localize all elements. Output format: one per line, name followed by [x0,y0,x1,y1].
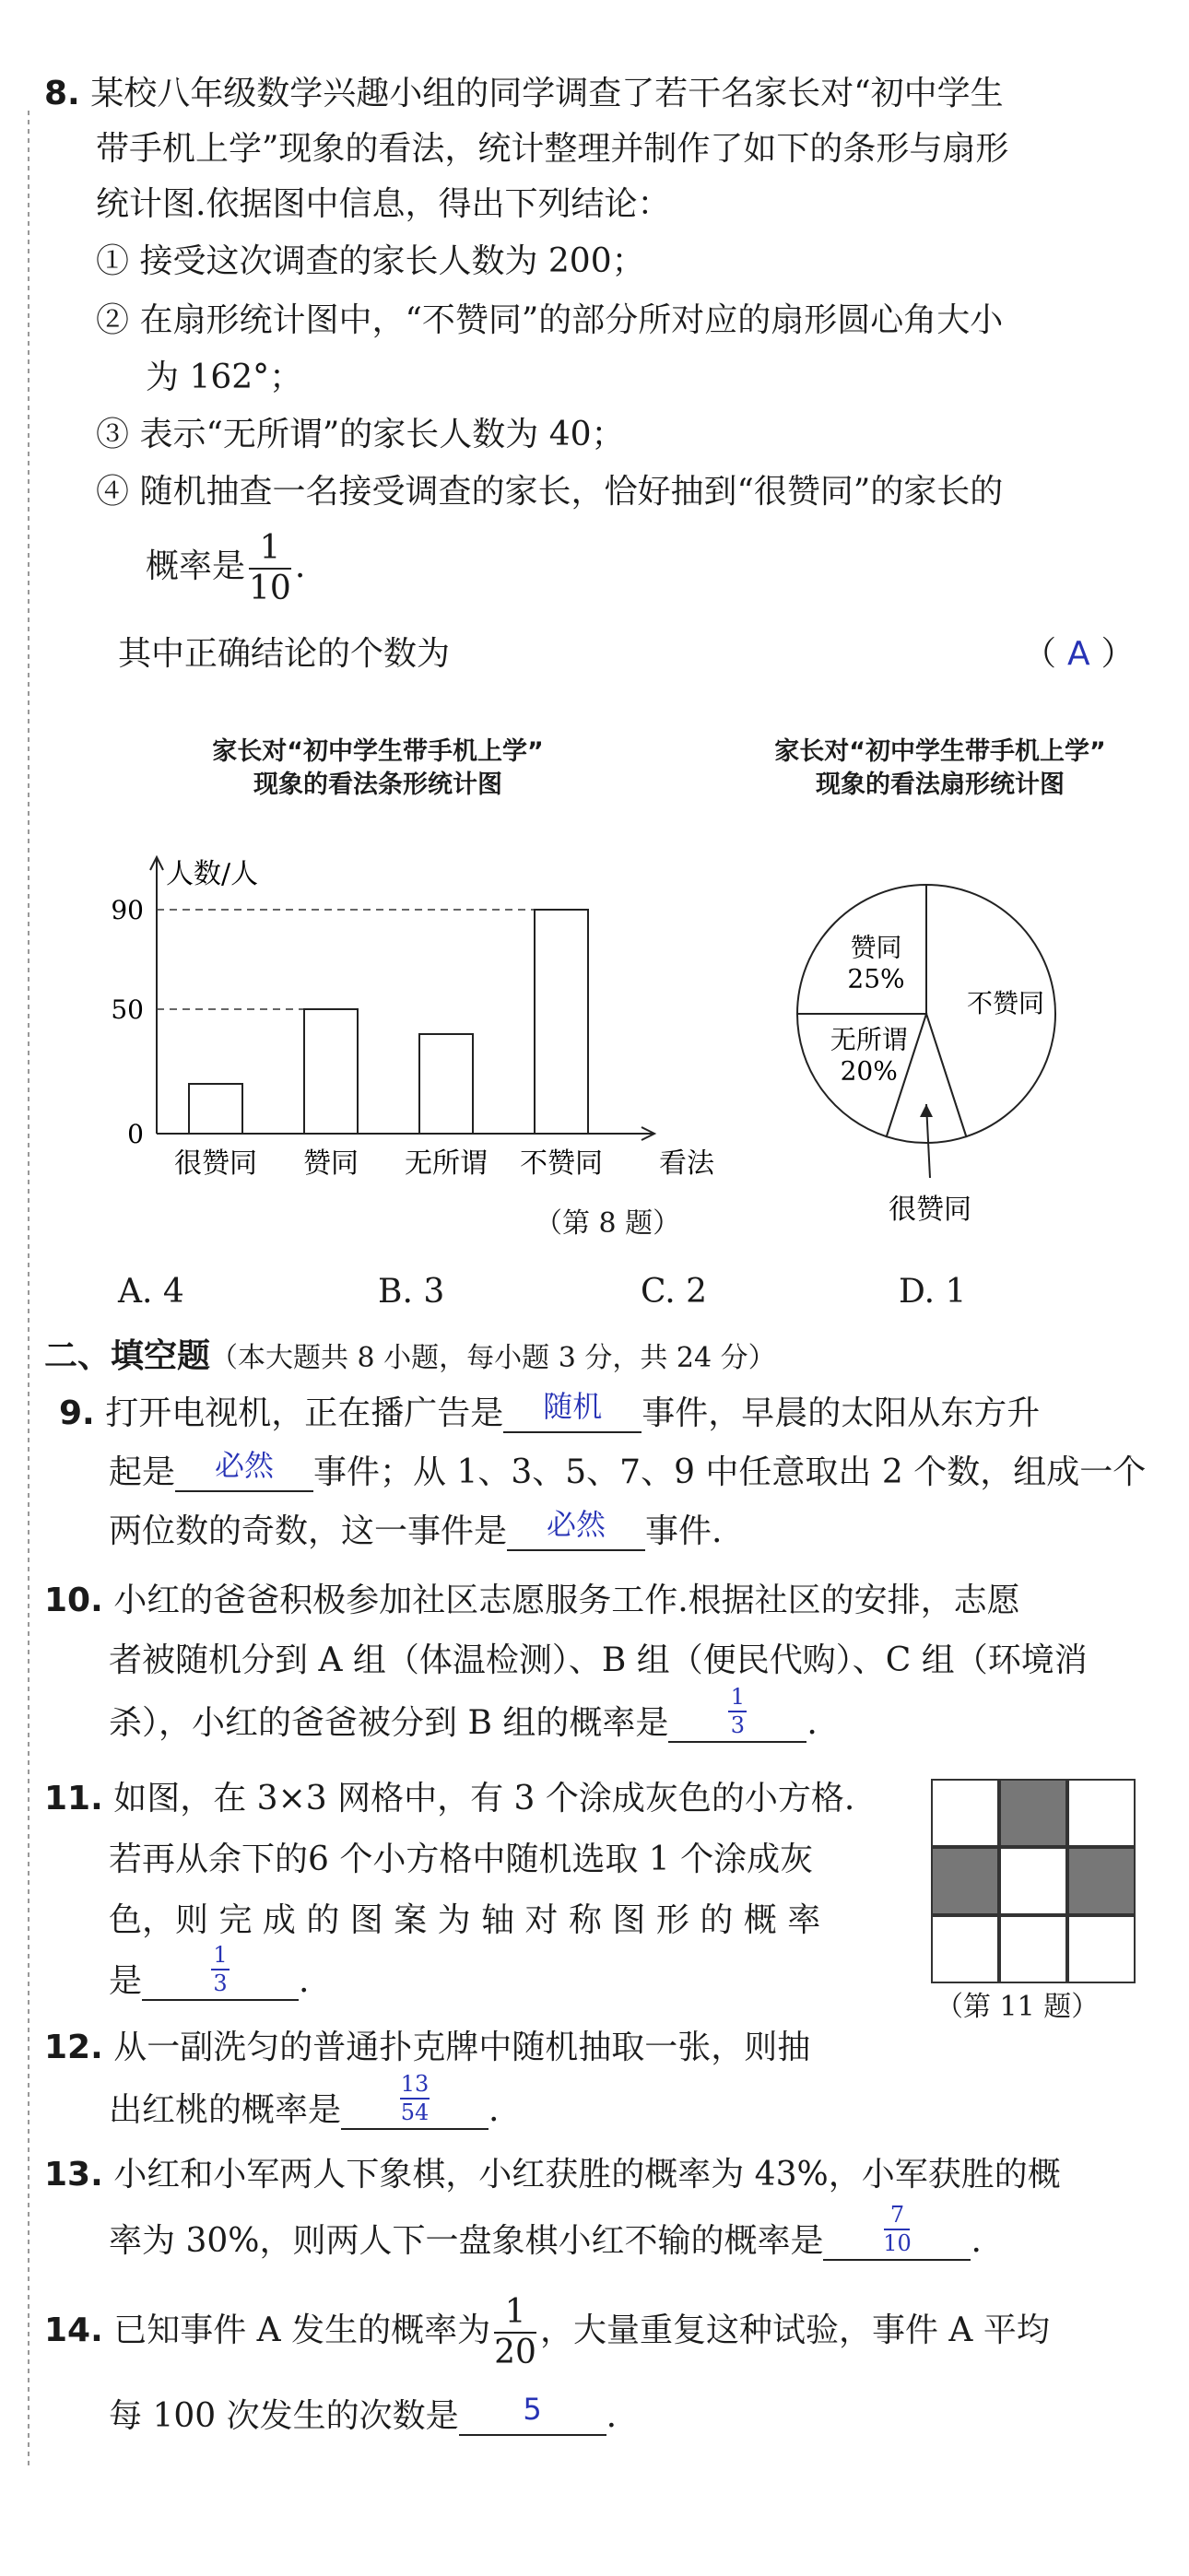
q8-answer: A [1067,635,1090,673]
grid-cell-2-3 [1067,1847,1136,1915]
q13-answer-den: 10 [883,2230,912,2257]
q11-text-4a: 是 [109,1962,143,2000]
q8-text-1: 某校八年级数学兴趣小组的同学调查了若干名家长对“初中学生 [90,75,1004,112]
q8-conclusion-1: ① 接受这次调查的家长人数为 200； [96,242,645,280]
pie-label-0: 赞同 [850,932,902,963]
q10-text-1: 小红的爸爸积极参加社区志愿服务工作.根据社区的安排，志愿 [113,1582,1020,1619]
q13-line-1 [44,2155,1061,2194]
q14-frac-den: 20 [494,2333,536,2371]
q9-answer-1: 随机 [543,1389,603,1425]
bar-1 [304,1009,358,1134]
q11-caption: （第 11 题） [936,1991,1100,2023]
q13-text-1: 小红和小军两人下象棋，小红获胜的概率为 43%，小军获胜的概 [113,2156,1061,2194]
pie-chart-title-2: 现象的看法扇形统计图 [816,770,1065,800]
q9-number: 9. [59,1394,95,1432]
q13-answer [827,2204,967,2255]
q14-frac-num: 1 [504,2293,526,2331]
q13-number: 13. [44,2156,103,2194]
bar-category-2: 无所谓 [405,1147,488,1180]
bar-chart [55,829,719,1198]
pie-label-3: 无所谓 [830,1024,908,1055]
bar-y-tick-2: 90 [111,895,144,925]
grid-cell-1-1 [931,1779,999,1847]
grid-cell-1-2 [999,1779,1067,1847]
bar-y-label: 人数/人 [166,858,259,890]
q9-line-1 [59,1389,1041,1433]
bar-category-3: 不赞同 [520,1147,603,1180]
q11-line-4 [109,1942,310,2001]
q14-answer: 5 [523,2392,542,2428]
q9-blank-1 [503,1389,642,1433]
q8-conclusion-4: ④ 随机抽查一名接受调查的家长，恰好抽到“很赞同”的家长的 [96,473,1004,511]
q8-conclusion-2: ② 在扇形统计图中，“不赞同”的部分所对应的扇形圆心角大小 [96,301,1004,339]
q12-text-1: 从一副洗匀的普通扑克牌中随机抽取一张，则抽 [113,2029,811,2066]
q9-text-2a: 起是 [109,1453,176,1491]
q9-text-1b: 事件，早晨的太阳从东方升 [642,1394,1041,1432]
q10-blank [668,1684,806,1743]
q9-text-3a: 两位数的奇数，这一事件是 [109,1512,508,1550]
q14-text-2a: 每 100 次发生的次数是 [109,2397,459,2435]
q10-text-3a: 杀），小红的爸爸被分到 B 组的概率是 [109,1704,669,1742]
q10-line-1 [44,1581,1020,1620]
q11-answer-den: 3 [213,1970,228,1997]
q12-answer-num: 13 [400,2071,430,2098]
grid-cell-3-2 [999,1915,1067,1983]
q10-answer-den: 3 [730,1712,745,1739]
q8-prob-fraction [249,531,291,606]
bar-chart-title-1: 家长对“初中学生带手机上学” [212,737,544,766]
q13-line-2 [109,2202,982,2261]
q8-prob-prefix: 概率是 [146,547,246,585]
bar-chart-title [138,735,618,803]
bar-category-1: 赞同 [303,1147,359,1180]
bar-y-tick-0: 0 [127,1119,144,1149]
q9-blank-3 [507,1507,645,1551]
q8-prob-den: 10 [249,569,291,607]
q11-line-2: 若再从余下的6 个小方格中随机选取 1 个涂成灰 [109,1841,814,1878]
pie-label-1: 不赞同 [967,987,1045,1018]
q14-text-2b: . [606,2397,618,2435]
grid-cell-2-1 [931,1847,999,1915]
q13-blank [823,2202,971,2261]
q9-text-1a: 打开电视机，正在播广告是 [105,1394,504,1432]
q12-line-2 [109,2071,500,2130]
q12-text-2b: . [489,2091,500,2129]
q8-conclusion-2-cont: 为 162°； [146,359,303,396]
pie-chart-title [710,735,1171,803]
q12-line-1 [44,2028,810,2067]
q11-line-3: 色，则 完 成 的 图 案 为 轴 对 称 图 形 的 概 率 [109,1901,821,1939]
q11-blank [142,1942,299,2001]
q11-answer [146,1944,295,1995]
q14-text-1a: 已知事件 A 发生的概率为 [113,2311,491,2349]
q8-line-2: 带手机上学”现象的看法，统计整理并制作了如下的条形与扇形 [96,130,1009,168]
section-2-title: 二、填空题 [44,1337,211,1375]
q8-line-1 [44,74,1004,113]
pie-chart-title-1: 家长对“初中学生带手机上学” [774,737,1106,766]
q8-prob-suffix: . [294,547,306,585]
q8-option-c: C. 2 [641,1273,708,1311]
q13-text-2b: . [971,2222,982,2260]
q8-option-b: B. 3 [378,1273,445,1311]
q10-text-3b: . [806,1704,818,1742]
q12-answer-den: 54 [400,2100,430,2126]
q9-text-2b: 事件；从 1、3、5、7、9 中任意取出 2 个数，组成一个 [313,1453,1147,1491]
q12-number: 12. [44,2029,103,2066]
q9-text-3b: 事件. [645,1512,723,1550]
q13-text-2a: 率为 30%，则两人下一盘象棋小红不输的概率是 [109,2222,824,2260]
q8-paren-close: ） [1101,635,1135,673]
q9-line-2 [109,1448,1147,1492]
q8-conclusion-4-prob [146,531,305,606]
grid-cell-3-1 [931,1915,999,1983]
q8-number: 8. [44,75,80,112]
q14-line-1 [44,2295,1050,2370]
q8-question: 其中正确结论的个数为 [118,635,451,673]
section-2-note: （本大题共 8 小题，每小题 3 分，共 24 分） [210,1342,776,1374]
q8-conclusion-3: ③ 表示“无所谓”的家长人数为 40； [96,416,625,453]
q9-answer-2: 必然 [215,1448,275,1484]
q11-grid-figure [931,1779,1136,1983]
pie-pct-3: 20% [840,1055,898,1087]
q8-answer-paren [1023,634,1135,674]
grid-cell-1-3 [1067,1779,1136,1847]
q11-text-4b: . [299,1962,310,2000]
q9-line-3 [109,1507,723,1551]
q14-fraction [494,2295,536,2370]
q9-answer-3: 必然 [547,1507,606,1543]
grid-cell-3-3 [1067,1915,1136,1983]
pie-pct-0: 25% [847,963,905,994]
q10-line-2: 者被随机分到 A 组（体温检测）、B 组（便民代购）、C 组（环境消 [109,1641,1088,1679]
q8-line-3: 统计图.依据图中信息，得出下列结论： [96,185,671,223]
margin-dashed-line [28,111,29,2470]
q11-text-1: 如图，在 3×3 网格中，有 3 个涂成灰色的小方格. [113,1780,855,1817]
q9-blank-2 [175,1448,313,1492]
bar-2 [419,1034,473,1134]
q14-number: 14. [44,2311,103,2349]
q12-blank [341,2071,489,2130]
q14-text-1b: ，大量重复这种试验，事件 A 平均 [539,2311,1050,2349]
pie-chart [774,876,1124,1226]
bar-y-tick-1: 50 [111,994,144,1025]
bar-category-0: 很赞同 [174,1147,257,1180]
q11-number: 11. [44,1780,103,1817]
q11-line-1 [44,1779,854,1818]
q8-paren-open: （ [1023,635,1057,673]
q10-line-3 [109,1684,818,1743]
q8-caption: （第 8 题） [535,1207,681,1240]
q12-answer [345,2073,485,2124]
q12-text-2a: 出红桃的概率是 [109,2091,342,2129]
q14-line-2 [109,2392,618,2436]
bar-0 [189,1084,242,1134]
bar-chart-title-2: 现象的看法条形统计图 [253,770,502,800]
bar-3 [535,910,588,1134]
q14-blank [459,2392,606,2436]
q13-answer-num: 7 [889,2202,905,2229]
q10-number: 10. [44,1582,103,1619]
q8-prob-num: 1 [259,529,281,567]
grid-cell-2-2 [999,1847,1067,1915]
bar-x-label: 看法 [659,1147,714,1180]
q10-answer-num: 1 [730,1684,745,1711]
q8-option-a: A. 4 [118,1273,184,1311]
q11-answer-num: 1 [213,1942,228,1969]
section-2-header [44,1336,776,1376]
q10-answer [672,1686,803,1737]
pie-label-2: 很赞同 [889,1194,971,1226]
q8-option-d: D. 1 [899,1273,967,1311]
